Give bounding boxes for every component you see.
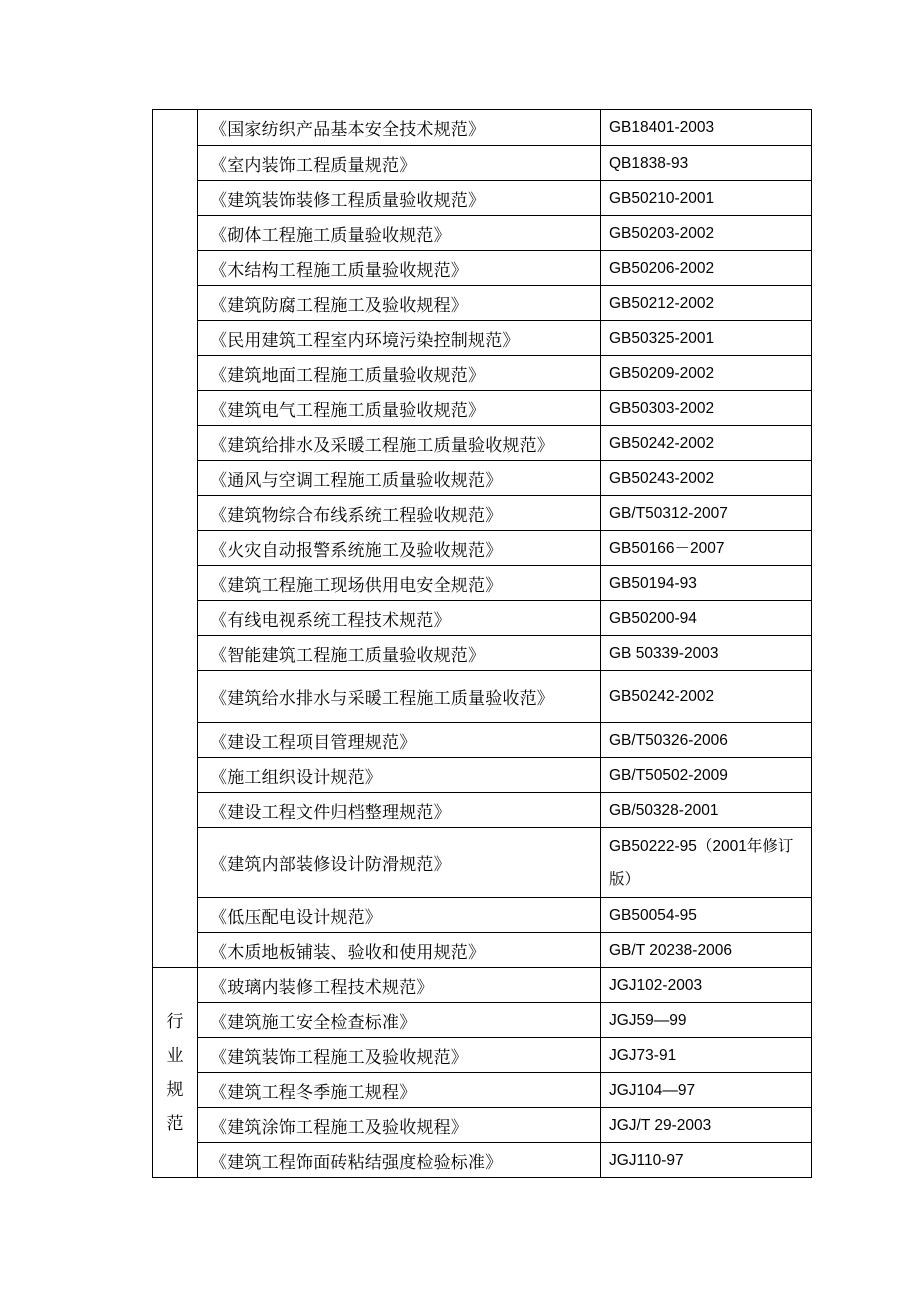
standard-code: GB50203-2002 <box>601 216 812 251</box>
standard-name: 《建筑地面工程施工质量验收规范》 <box>198 356 601 391</box>
standard-code: GB50212-2002 <box>601 286 812 321</box>
table-row <box>153 636 812 671</box>
standards-table <box>152 109 812 1178</box>
table-row <box>153 251 812 286</box>
table-row <box>153 110 812 146</box>
standard-code: GB/T50502-2009 <box>601 758 812 793</box>
standard-code: JGJ/T 29-2003 <box>601 1108 812 1143</box>
standard-name: 《室内装饰工程质量规范》 <box>198 146 601 181</box>
table-row <box>153 461 812 496</box>
table-row <box>153 426 812 461</box>
table-row <box>153 898 812 933</box>
table-row <box>153 933 812 968</box>
table-row <box>153 356 812 391</box>
standard-code: JGJ59—99 <box>601 1003 812 1038</box>
standard-code: GB50209-2002 <box>601 356 812 391</box>
table-row <box>153 566 812 601</box>
standard-name: 《建筑装饰工程施工及验收规范》 <box>198 1038 601 1073</box>
standard-code: GB50242-2002 <box>601 671 812 723</box>
standard-name: 《砌体工程施工质量验收规范》 <box>198 216 601 251</box>
standard-code: GB50325-2001 <box>601 321 812 356</box>
standard-name: 《建筑施工安全检查标准》 <box>198 1003 601 1038</box>
table-row <box>153 496 812 531</box>
standard-code: JGJ110-97 <box>601 1143 812 1178</box>
standard-code: GB50222-95（2001年修订版） <box>601 828 812 898</box>
standard-code: GB50242-2002 <box>601 426 812 461</box>
standard-name: 《建筑防腐工程施工及验收规程》 <box>198 286 601 321</box>
table-row <box>153 146 812 181</box>
standard-name: 《建筑工程饰面砖粘结强度检验标准》 <box>198 1143 601 1178</box>
standard-name: 《木结构工程施工质量验收规范》 <box>198 251 601 286</box>
table-row <box>153 531 812 566</box>
standard-code: GB/50328-2001 <box>601 793 812 828</box>
table-row <box>153 671 812 723</box>
table-row <box>153 391 812 426</box>
standard-name: 《建设工程项目管理规范》 <box>198 723 601 758</box>
standard-code: JGJ73-91 <box>601 1038 812 1073</box>
standard-code: QB1838-93 <box>601 146 812 181</box>
table-row <box>153 1038 812 1073</box>
standard-code: GB50194-93 <box>601 566 812 601</box>
standard-name: 《国家纺织产品基本安全技术规范》 <box>198 110 601 146</box>
standard-code: GB/T50312-2007 <box>601 496 812 531</box>
standard-name: 《火灾自动报警系统施工及验收规范》 <box>198 531 601 566</box>
standard-name: 《建筑给水排水与采暖工程施工质量验收范》 <box>198 671 601 723</box>
table-row <box>153 1073 812 1108</box>
table-row <box>153 321 812 356</box>
standard-name: 《建筑给排水及采暖工程施工质量验收规范》 <box>198 426 601 461</box>
standard-code: JGJ104—97 <box>601 1073 812 1108</box>
standard-code: GB50303-2002 <box>601 391 812 426</box>
table-row <box>153 758 812 793</box>
table-row <box>153 181 812 216</box>
standard-name: 《建筑内部装修设计防滑规范》 <box>198 828 601 898</box>
standard-name: 《建筑物综合布线系统工程验收规范》 <box>198 496 601 531</box>
table-row <box>153 793 812 828</box>
table-row <box>153 216 812 251</box>
category-cell-industry <box>153 968 198 1178</box>
standard-name: 《低压配电设计规范》 <box>198 898 601 933</box>
standard-code: GB18401-2003 <box>601 110 812 146</box>
standard-code: GB 50339-2003 <box>601 636 812 671</box>
table-row <box>153 1003 812 1038</box>
table-row <box>153 828 812 898</box>
standard-code: JGJ102-2003 <box>601 968 812 1003</box>
standard-name: 《建筑工程冬季施工规程》 <box>198 1073 601 1108</box>
standard-code: GB50243-2002 <box>601 461 812 496</box>
standard-code: GB50210-2001 <box>601 181 812 216</box>
standard-code: GB/T 20238-2006 <box>601 933 812 968</box>
standard-name: 《智能建筑工程施工质量验收规范》 <box>198 636 601 671</box>
standard-name: 《施工组织设计规范》 <box>198 758 601 793</box>
standard-name: 《木质地板铺装、验收和使用规范》 <box>198 933 601 968</box>
standard-name: 《玻璃内装修工程技术规范》 <box>198 968 601 1003</box>
table-row <box>153 601 812 636</box>
standard-name: 《建筑涂饰工程施工及验收规程》 <box>198 1108 601 1143</box>
category-label: 行业规范 <box>166 1011 184 1134</box>
table-row <box>153 1108 812 1143</box>
table-row <box>153 1143 812 1178</box>
standard-name: 《建筑装饰装修工程质量验收规范》 <box>198 181 601 216</box>
table-row <box>153 723 812 758</box>
standard-code: GB50206-2002 <box>601 251 812 286</box>
category-cell-national <box>153 110 198 968</box>
standard-code: GB50200-94 <box>601 601 812 636</box>
standard-code: GB50054-95 <box>601 898 812 933</box>
standard-name: 《建筑工程施工现场供用电安全规范》 <box>198 566 601 601</box>
standard-name: 《通风与空调工程施工质量验收规范》 <box>198 461 601 496</box>
standard-code: GB/T50326-2006 <box>601 723 812 758</box>
table-row <box>153 286 812 321</box>
standard-name: 《建设工程文件归档整理规范》 <box>198 793 601 828</box>
standard-code: GB50166－2007 <box>601 531 812 566</box>
standard-name: 《建筑电气工程施工质量验收规范》 <box>198 391 601 426</box>
standard-name: 《有线电视系统工程技术规范》 <box>198 601 601 636</box>
table-row <box>153 968 812 1003</box>
standard-name: 《民用建筑工程室内环境污染控制规范》 <box>198 321 601 356</box>
